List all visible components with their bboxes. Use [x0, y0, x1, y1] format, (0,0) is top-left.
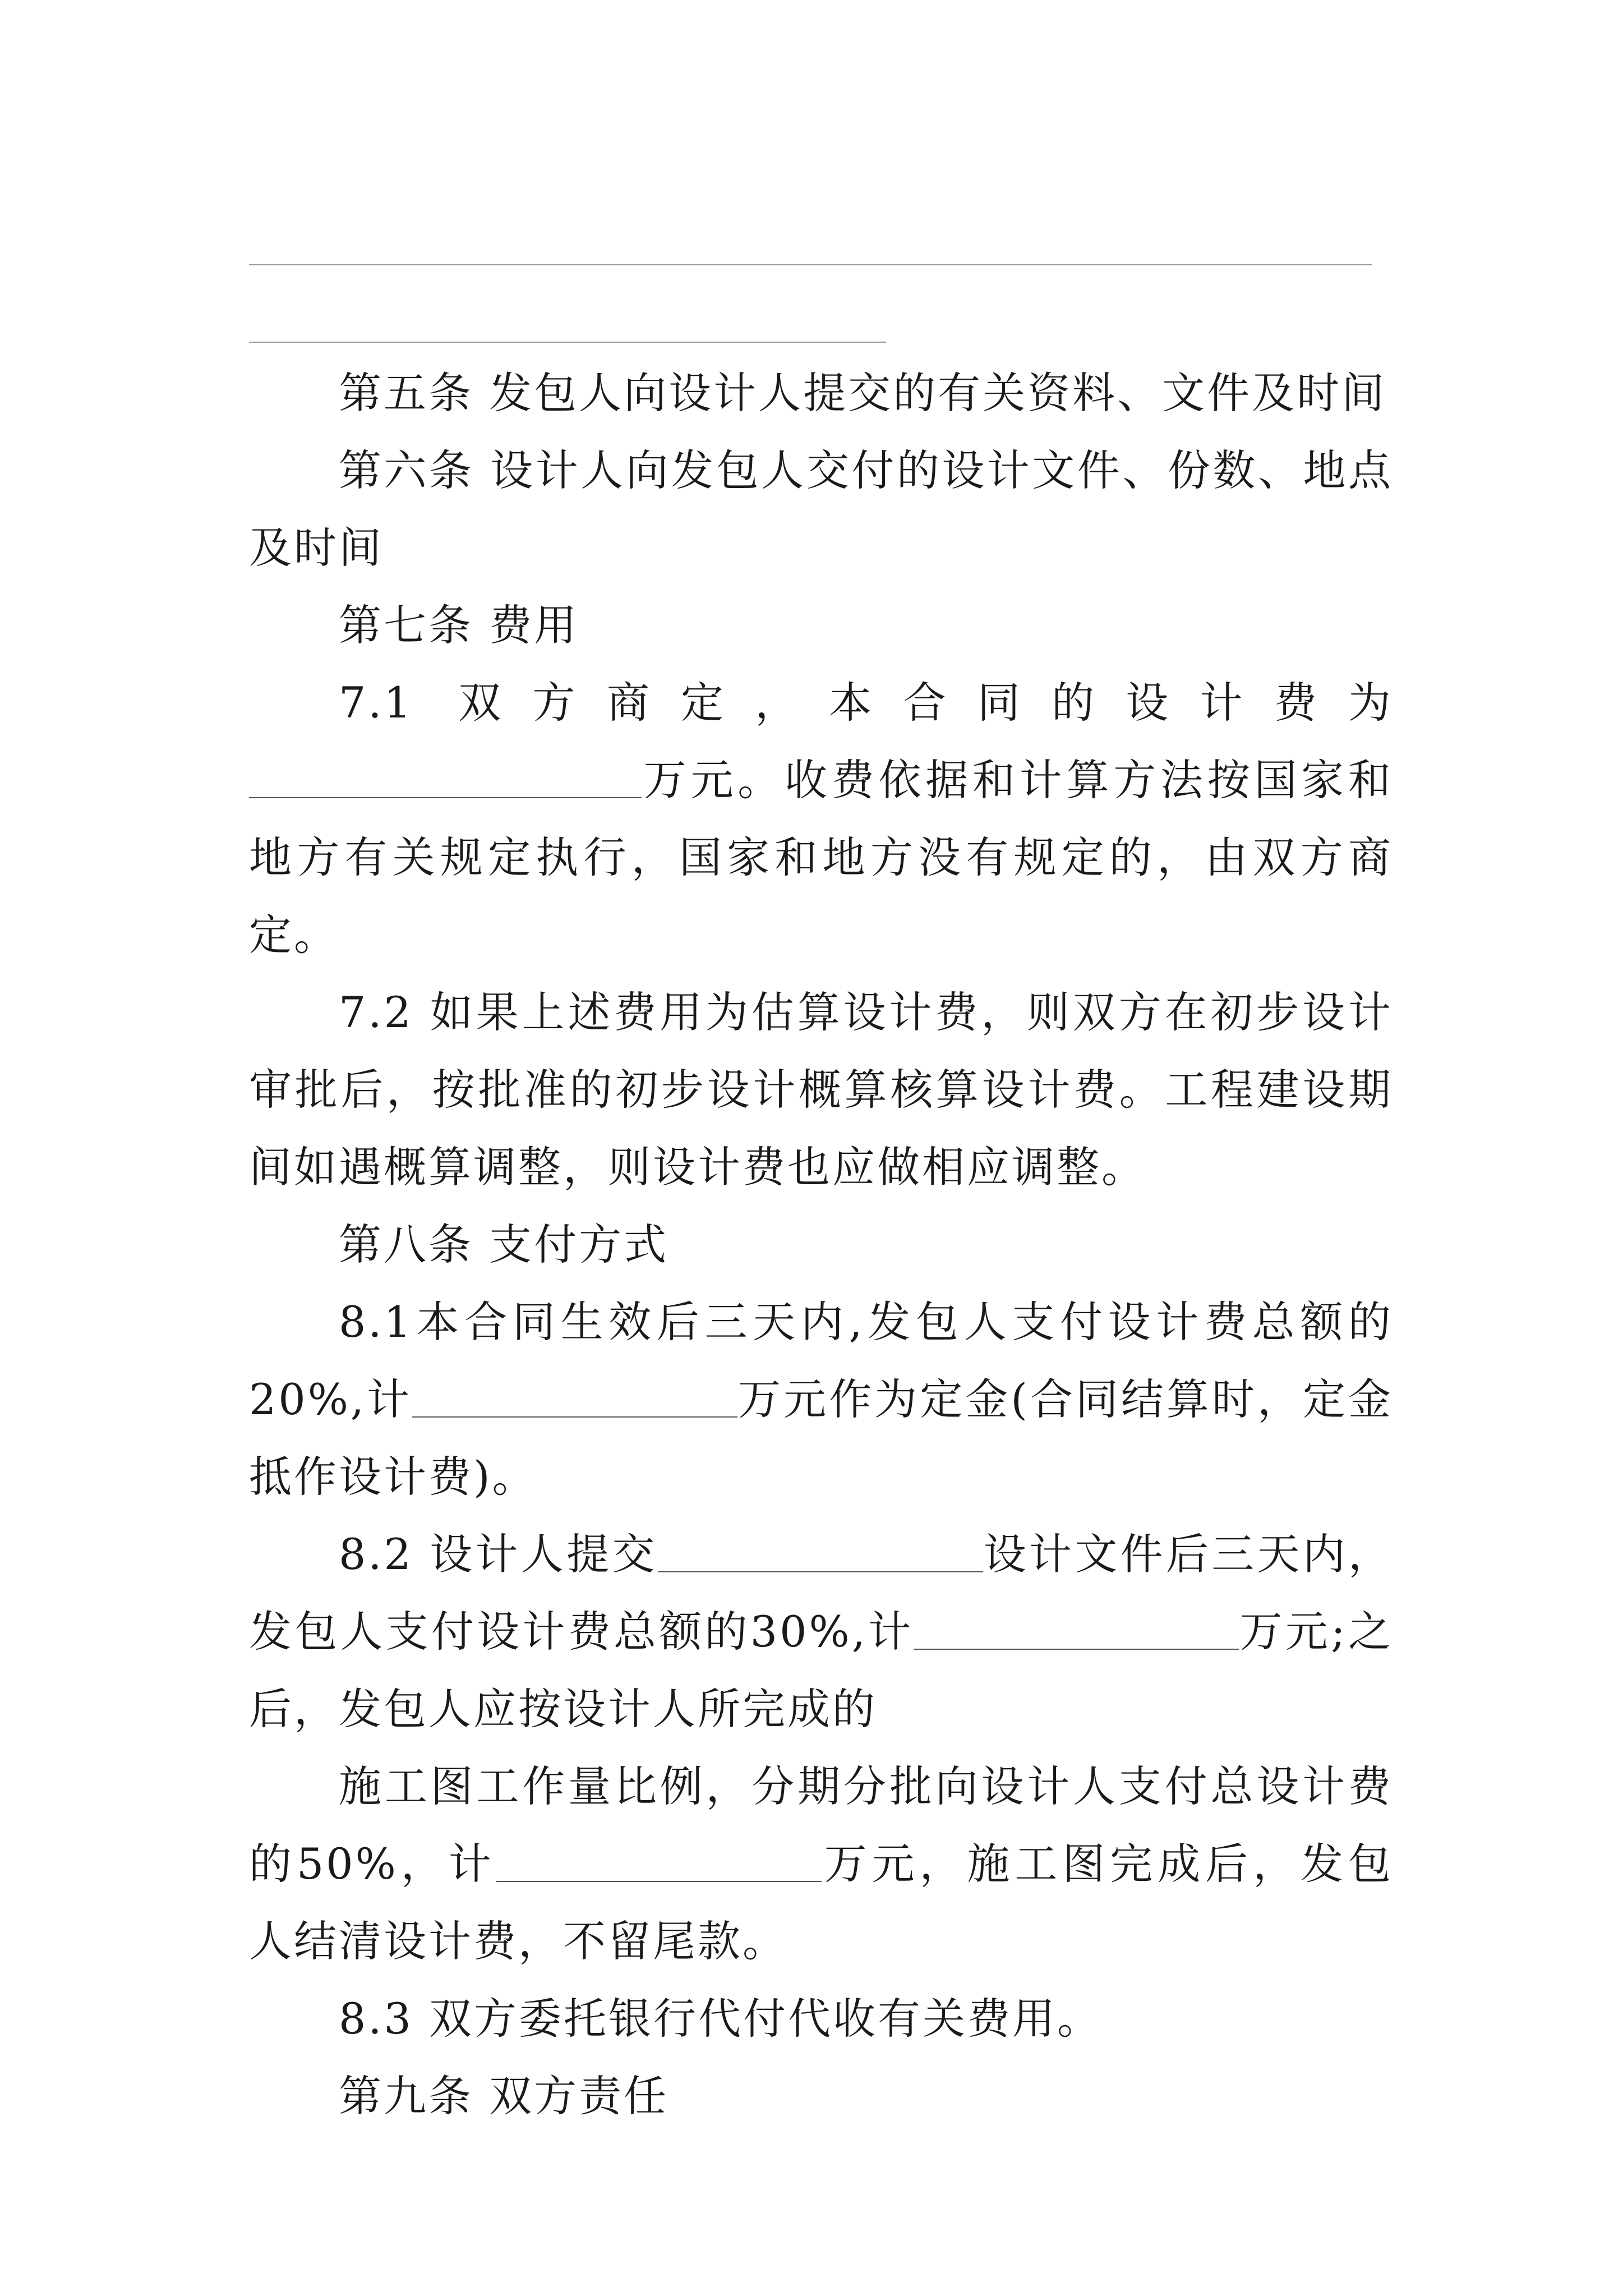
article-6-heading: 第六条 设计人向发包人交付的设计文件、份数、地点及时间: [249, 445, 1393, 573]
clause-text: 设计文件后三天内，发包人支付设计费总额的30%,计: [249, 1529, 1394, 1657]
contract-body: [249, 355, 1393, 2135]
fill-in-line: [249, 342, 886, 343]
blank-line: [249, 758, 642, 798]
blank-line: [914, 1609, 1239, 1650]
clause-8-1: [249, 1283, 1393, 1516]
clause-8-3: 8.3 双方委托银行代付代收有关费用。: [339, 1994, 1103, 2044]
clause-text: 万元，施工图完成后，发包人结清设计费，不留尾款。: [249, 1839, 1394, 1966]
blank-line: [658, 1532, 983, 1572]
article-7-heading: 第七条 费用: [339, 600, 579, 650]
clause-text: 施工图工作量比例，分期分批向设计人支付总设计费的50%，计: [249, 1761, 1393, 1889]
fill-in-line: [249, 264, 1372, 265]
clause-8-2-continued: [249, 1748, 1393, 1980]
blank-line: [496, 1842, 822, 1882]
clause-text: 8.1本合同生效后三天内,发包人支付设计费总额的20%,计: [249, 1297, 1393, 1424]
clause-text: 万元。收费依据和计算方法按国家和地方有关规定执行，国家和地方没有规定的，由双方商定。: [249, 755, 1393, 960]
article-8-heading: 第八条 支付方式: [339, 1220, 669, 1269]
clause-7-2: 7.2 如果上述费用为估算设计费，则双方在初步设计审批后，按批准的初步设计概算核算设计费。工程建设期间如遇概算调整，则设计费也应做相应调整。: [249, 987, 1393, 1192]
clause-text: 万元作为定金(合同结算时，定金抵作设计费)。: [249, 1374, 1393, 1502]
clause-8-2: [249, 1516, 1393, 1748]
article-9-heading: 第九条 双方责任: [339, 2071, 669, 2121]
clause-text: 万元;之后，发包人应按设计人所完成的: [249, 1607, 1393, 1734]
clause-text: 7.1 双方商定，本合同的设计费为: [339, 678, 1393, 728]
article-5-heading: 第五条 发包人向设计人提交的有关资料、文件及时间: [339, 368, 1387, 418]
blank-line: [412, 1377, 737, 1418]
clause-text: 8.2 设计人提交: [339, 1529, 658, 1579]
clause-7-1: [249, 664, 1393, 974]
